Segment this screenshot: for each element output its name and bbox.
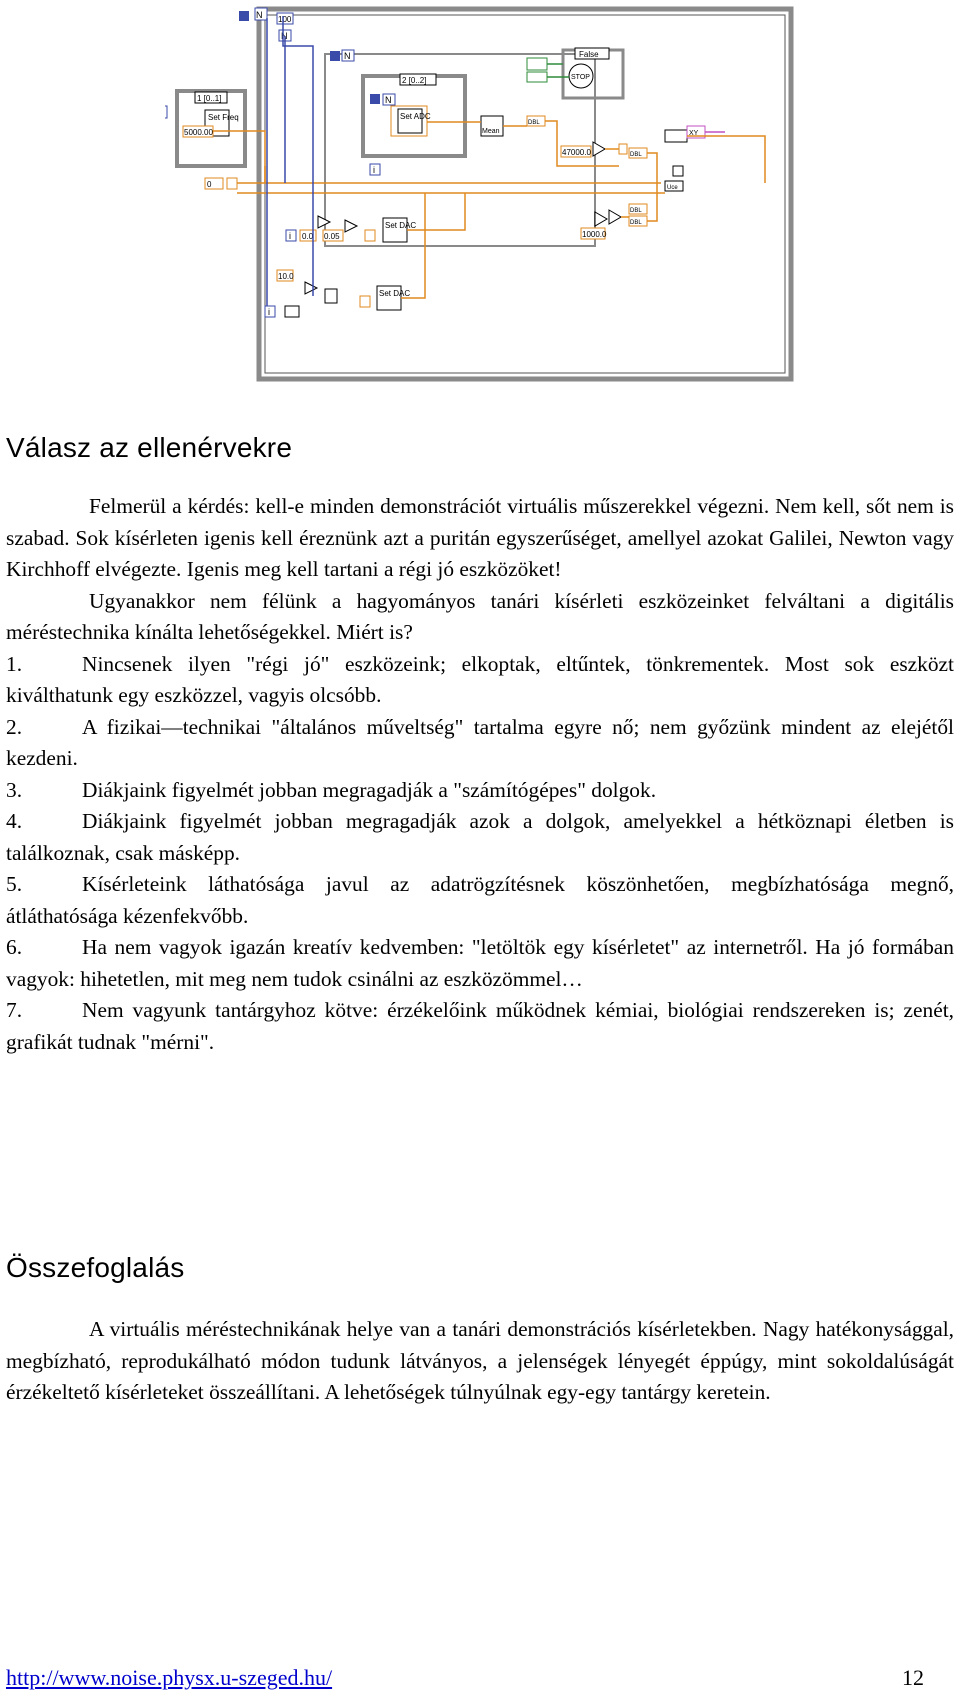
paragraph: Ugyanakkor nem félünk a hagyományos tanári kísérleti eszközeinket felváltani a digitális méréstechnika kínálta lehetőségekkel. Miért is? [6,588,954,644]
list-item-number: 7. [6,998,23,1022]
section-heading-valasz: Válasz az ellenérvekre [6,432,293,463]
inner-for-loop [325,54,595,246]
svg-text:1000.0: 1000.0 [582,230,607,239]
list-item-1 [6,649,954,712]
svg-text:1 [0..1]: 1 [0..1] [197,94,222,103]
section-valasz-body [6,491,954,1058]
svg-text:10.0: 10.0 [278,272,294,281]
list-item-7 [6,995,954,1058]
svg-text:Set DAC: Set DAC [379,289,411,298]
svg-text:i: i [373,165,375,175]
list-item-4 [6,806,954,869]
list-item-text: 5. Kísérleteink láthatósága javul az adatrögzítésnek köszönhetően, megbízhatósága megnő, átláthatósága kézenfekvőbb. [6,872,954,928]
svg-text:100: 100 [278,15,292,24]
svg-text:N: N [256,10,263,20]
labview-block-diagram [165,6,795,384]
list-item-text: 6. Ha nem vagyok igazán kreatív kedvemben: "letöltök egy kísérletet" az internetről. Ha jó formában vagyok: hihetetlen, mit meg nem tudok csinálni az eszközömmel… [6,935,954,991]
svg-text:Set ADC: Set ADC [400,112,431,121]
svg-text:False: False [579,50,599,59]
footer-link[interactable]: http://www.noise.physx.u-szeged.hu/ [6,1665,333,1690]
block-diagram-svg [165,6,795,384]
svg-text:0: 0 [207,180,212,189]
section-heading-osszefoglalas: Összefoglalás [6,1252,185,1283]
list-item-text: 3. Diákjaink figyelmét jobban megragadják a "számítógépes" dolgok. [6,778,656,802]
svg-text:DBL: DBL [528,120,540,126]
list-item-number: 4. [6,809,23,833]
list-item-number: 1. [6,651,23,676]
svg-text:STOP: STOP [571,74,590,81]
svg-text:Mean: Mean [482,128,500,135]
svg-text:DBL: DBL [630,208,642,214]
page-number: 12 [902,1665,924,1690]
svg-text:XY: XY [689,130,699,137]
svg-text:Set DAC: Set DAC [385,221,417,230]
list-item-number: 5. [6,872,23,896]
section-osszefoglalas-body [6,1314,954,1409]
svg-text:0.05: 0.05 [324,232,340,241]
svg-text:Set Freq: Set Freq [208,113,239,122]
list-item-text: 4. Diákjaink figyelmét jobban megragadják azok a dolgok, amelyekkel a hétköznapi életben is találkoznak, csak másképp. [6,809,954,865]
list-item-3 [6,775,954,807]
svg-text:i: i [268,307,270,317]
list-item-6 [6,932,954,995]
svg-text:2 [0..2]: 2 [0..2] [402,76,427,85]
svg-text:0.0: 0.0 [302,232,314,241]
main-loop-frame [259,9,791,379]
page-footer [6,1664,954,1692]
list-item-5 [6,869,954,932]
list-item-text: 7. Nem vagyunk tantárgyhoz kötve: érzékelőink működnek kémiai, biológiai rendszereken is; zenét, grafikát tudnak "mérni". [6,998,954,1054]
svg-text:N: N [344,51,351,61]
svg-text:N: N [281,31,288,41]
svg-text:i: i [289,231,291,241]
svg-text:Uce: Uce [667,185,678,191]
list-item-number: 2. [6,714,23,739]
paragraph: Felmerül a kérdés: kell-e minden demonstrációt virtuális műszerekkel végezni. Nem kell, sőt nem is szabad. Sok kísérleten igenis kell éreznünk azt a puritán egyszerűséget, amellyel azokat Galilei, Newton vagy Kirchhoff elvégezte. Igenis meg kell tartani a régi jó eszközöket! [6,494,954,581]
list-item-number: 3. [6,777,23,802]
svg-text:N: N [385,95,392,105]
list-item-2 [6,712,954,775]
svg-text:47000.0: 47000.0 [562,148,591,157]
list-item-text: 2. A fizikai—technikai "általános műveltség" tartalma egyre nő; nem győzünk mindent az elejétől kezdeni. [6,715,954,771]
list-item-number: 6. [6,935,23,959]
svg-text:DBL: DBL [630,220,642,226]
paragraph: A virtuális méréstechnikának helye van a tanári demonstrációs kísérletekben. Nagy hatékonysággal, megbízható, reprodukálható módon tudunk látványos, a jelenségek lényegét éppúgy, mint sokoldalúságát érzékeltető kísérleteket összeállítani. A lehetőségek túlnyúlnak egy-egy tantárgy keretein. [6,1317,954,1404]
list-item-text: 1. Nincsenek ilyen "régi jó" eszközeink; elkoptak, eltűntek, tönkrementek. Most sok eszközt kiválthatunk egy eszközzel, vagyis olcsóbb. [6,652,954,708]
svg-text:5000.00: 5000.00 [184,128,213,137]
svg-text:DBL: DBL [630,152,642,158]
